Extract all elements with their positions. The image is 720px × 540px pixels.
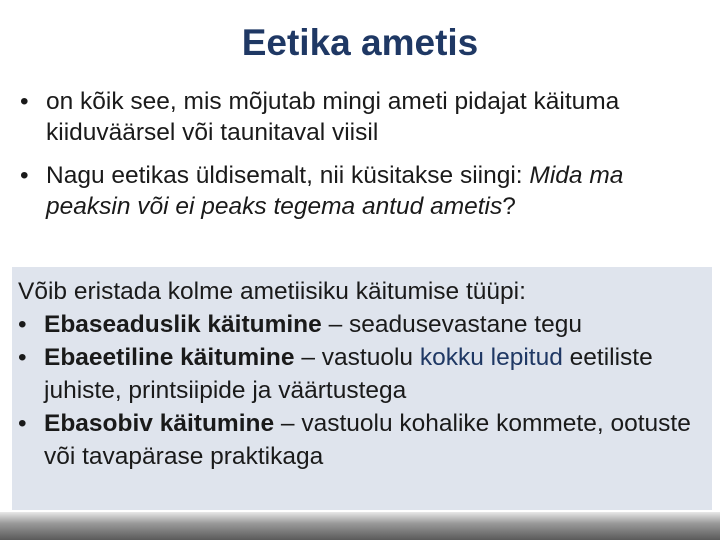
panel-item-desc: – vastuolu kohalike kommete, ootuste või tavapärase praktikaga [44, 410, 691, 470]
slide-title: Eetika ametis [241, 22, 479, 63]
bullet-text-italic: Mida ma peaksin või ei peaks tegema antud ametis [46, 162, 624, 220]
bullet-text: on kõik see, mis mõjutab mingi ameti pidajat käituma kiiduväärsel või taunitaval viisil [46, 88, 620, 146]
panel-item [18, 308, 712, 341]
bullet-item [20, 86, 700, 148]
bullet-text-suffix: ? [502, 193, 516, 220]
bullet-dot-icon: • [18, 311, 27, 338]
panel-item-desc: – vastuolu [294, 344, 420, 371]
panel-item-term: Ebaseaduslik käitumine [44, 311, 322, 338]
bullet-text-prefix: Nagu eetikas üldisemalt, nii küsitakse siingi: [46, 162, 530, 189]
behavior-types-panel [12, 267, 712, 510]
footer-bar [0, 512, 720, 540]
panel-item-term: Ebasobiv käitumine [44, 410, 275, 437]
panel-item-term: Ebaeetiline käitumine [44, 344, 295, 371]
panel-item [18, 341, 712, 407]
bullet-dot-icon: • [18, 410, 27, 437]
bullet-dot-icon: • [18, 344, 27, 371]
panel-item-highlight: kokku lepitud [419, 344, 563, 371]
bullet-item [20, 160, 700, 222]
bullet-dot-icon: • [20, 88, 29, 115]
bullet-dot-icon: • [20, 162, 29, 189]
panel-item-desc-cont: eetiliste juhiste, printsiipide ja väärtustega [44, 344, 653, 404]
top-bullet-list [20, 86, 700, 234]
panel-intro: Võib eristada kolme ametiisiku käitumise tüüpi: [18, 278, 526, 305]
panel-item-desc: – seadusevastane tegu [321, 311, 582, 338]
panel-item [18, 407, 712, 473]
